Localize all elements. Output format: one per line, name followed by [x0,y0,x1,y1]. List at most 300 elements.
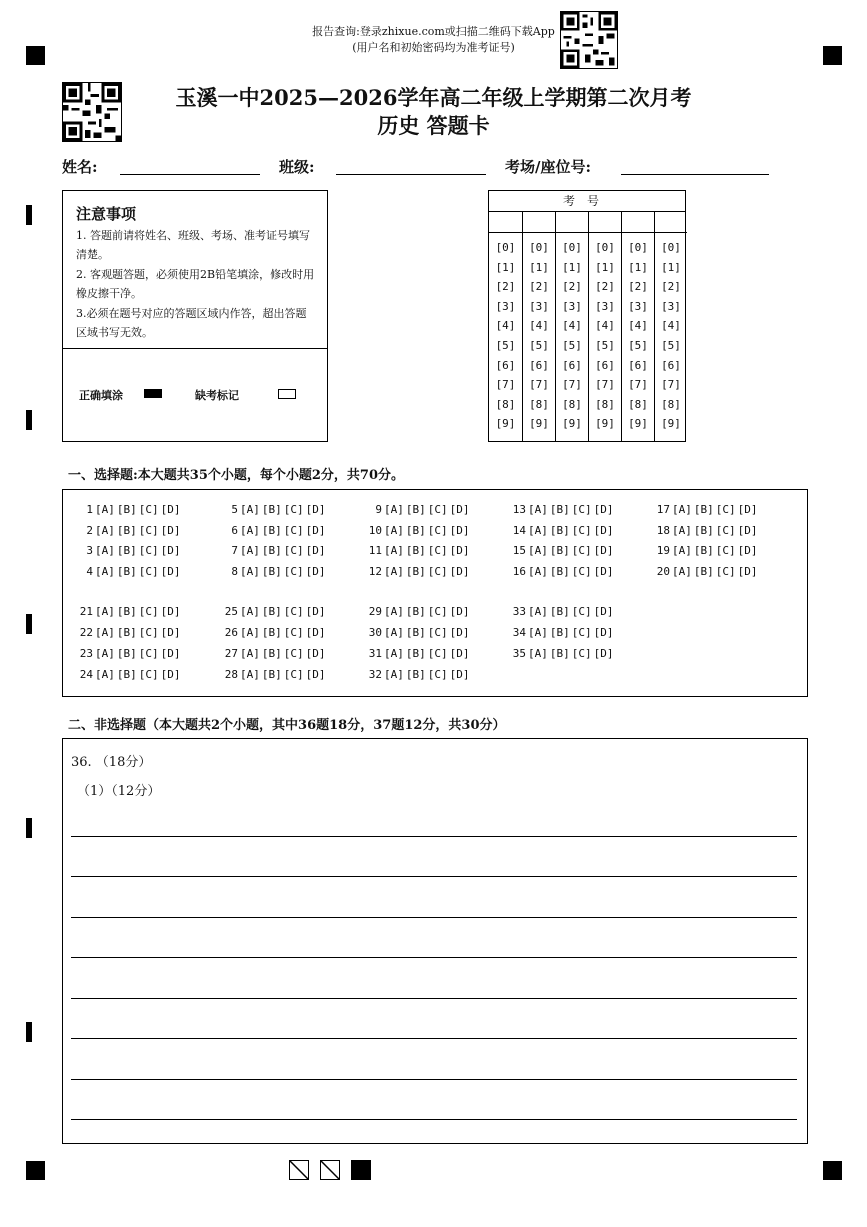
option-bubble[interactable]: [B] [549,544,570,557]
exam-digit-bubble[interactable]: [2] [529,280,549,294]
option-bubble[interactable]: [A] [528,544,548,557]
choice-question-16 [508,565,616,578]
notice-item-3: 3.必须在题号对应的答题区域内作答，超出答题区域书写无效。 [76,307,307,339]
exam-digit-bubble[interactable]: [4] [595,319,615,333]
option-bubble[interactable]: [A] [240,668,260,681]
report-query-line1: 报告查询:登录zhixue.com或扫描二维码下载App [312,25,555,38]
option-bubble[interactable]: [D] [160,626,181,639]
option-bubble[interactable]: [D] [737,503,758,516]
question-number: 12 [368,564,382,578]
exam-number-column [522,211,555,441]
option-bubble[interactable]: [B] [405,503,426,516]
option-bubble[interactable]: [D] [160,605,181,618]
option-bubble[interactable]: [C] [571,626,592,639]
choice-question-22 [75,626,183,639]
option-bubble[interactable]: [A] [528,626,548,639]
option-bubble[interactable]: [A] [672,544,692,557]
option-bubble[interactable]: [C] [427,626,448,639]
exam-digit-bubble[interactable]: [9] [562,417,582,431]
exam-digit-bubble[interactable]: [0] [562,241,582,254]
choice-answer-box [62,489,808,697]
question-number: 28 [224,668,238,681]
exam-digit-bubble[interactable]: [1] [628,260,648,274]
option-bubble[interactable]: [B] [116,544,137,557]
exam-digit-bubble[interactable]: [9] [495,417,516,431]
option-bubble[interactable]: [C] [138,523,159,537]
option-bubble[interactable]: [B] [261,544,282,557]
option-bubble[interactable]: [D] [305,523,326,537]
exam-digit-bubble[interactable]: [1] [595,260,615,274]
option-bubble[interactable]: [A] [240,544,260,557]
option-bubble[interactable]: [D] [449,626,470,639]
question-number: 13 [512,503,526,516]
option-bubble[interactable]: [C] [571,605,592,618]
option-bubble[interactable]: [B] [261,668,282,681]
choice-question-30 [364,626,472,639]
option-bubble[interactable]: [D] [593,544,614,557]
answer-line[interactable] [71,876,797,877]
option-bubble[interactable]: [D] [593,647,614,660]
question-number: 21 [79,605,93,618]
choice-question-35 [508,647,616,660]
option-bubble[interactable]: [A] [95,647,115,660]
exam-digit-bubble[interactable]: [0] [595,241,615,254]
exam-digit-bubble[interactable]: [4] [529,319,549,333]
exam-digit-bubble[interactable]: [1] [562,260,582,274]
option-bubble[interactable]: [B] [549,626,570,639]
option-bubble[interactable]: [B] [405,668,426,681]
option-bubble[interactable]: [D] [160,647,181,660]
exam-digit-bubble[interactable]: [1] [495,260,516,274]
question-number: 29 [368,605,382,618]
option-bubble[interactable]: [A] [240,523,260,537]
question-number: 8 [231,564,238,578]
question-number: 34 [512,626,526,639]
option-bubble[interactable]: [D] [160,544,181,557]
choice-question-18 [652,524,760,537]
option-bubble[interactable]: [B] [116,647,137,660]
section1-title: 一、选择题:本大题共35个小题，每个小题2分，共70分。 [68,468,405,483]
exam-digit-bubble[interactable]: [8] [628,397,648,411]
exam-digit-bubble[interactable]: [7] [495,378,516,392]
exam-number-column [555,211,588,441]
option-bubble[interactable]: [B] [116,605,137,618]
option-bubble[interactable]: [A] [95,564,115,578]
exam-digit-bubble[interactable]: [8] [595,397,615,411]
question-number: 4 [86,564,93,578]
option-bubble[interactable]: [A] [384,668,404,681]
option-bubble[interactable]: [C] [571,523,592,537]
choice-question-2 [75,524,183,537]
option-bubble[interactable]: [B] [261,605,282,618]
option-bubble[interactable]: [D] [305,647,326,660]
exam-digit-bubble[interactable]: [2] [562,280,582,294]
exam-digit-bubble[interactable]: [5] [661,339,681,352]
option-bubble[interactable]: [C] [427,668,448,681]
exam-digit-bubble[interactable]: [5] [562,339,582,352]
option-bubble[interactable]: [B] [405,626,426,639]
exam-digit-bubble[interactable]: [7] [529,378,549,392]
exam-number-column [621,211,654,441]
notice-box [62,190,328,442]
option-bubble[interactable]: [A] [95,503,115,516]
option-bubble[interactable]: [A] [384,544,404,557]
option-bubble[interactable]: [B] [405,605,426,618]
option-bubble[interactable]: [A] [95,626,115,639]
choice-question-19 [652,544,760,557]
question-number: 20 [656,564,670,578]
exam-digit-bubble[interactable]: [0] [661,241,681,254]
option-bubble[interactable]: [C] [283,668,304,681]
option-bubble[interactable]: [B] [549,647,570,660]
corner-mark-bottom-left [26,1161,45,1180]
option-bubble[interactable]: [D] [737,544,758,557]
option-bubble[interactable]: [C] [427,647,448,660]
option-bubble[interactable]: [C] [138,626,159,639]
question-number: 14 [512,523,526,537]
exam-number-write-cell[interactable] [489,211,522,233]
correct-fill-sample [144,389,162,398]
report-query-info [0,24,867,56]
choice-question-9 [364,503,472,516]
exam-digit-bubble[interactable]: [3] [661,299,681,313]
option-bubble[interactable]: [C] [571,503,592,516]
question-number: 1 [86,503,93,516]
option-bubble[interactable]: [B] [116,523,137,537]
option-bubble[interactable]: [A] [240,626,260,639]
room-seat-label: 考场/座位号: [505,158,592,176]
option-bubble[interactable]: [A] [528,523,548,537]
option-bubble[interactable]: [D] [160,668,181,681]
option-bubble[interactable]: [A] [384,564,404,578]
exam-digit-bubble[interactable]: [6] [529,358,549,372]
option-bubble[interactable]: [A] [528,503,548,516]
room-seat-field[interactable] [621,174,769,175]
exam-digit-bubble[interactable]: [4] [562,319,582,333]
exam-digit-bubble[interactable]: [7] [595,378,615,392]
option-bubble[interactable]: [B] [693,544,714,557]
exam-digit-bubble[interactable]: [2] [495,280,516,294]
choice-question-5 [220,503,328,516]
exam-digit-bubble[interactable]: [2] [628,280,648,294]
option-bubble[interactable]: [C] [715,544,736,557]
question-number: 5 [231,503,238,516]
choice-question-15 [508,544,616,557]
timing-mark [26,410,32,430]
option-bubble[interactable]: [B] [261,647,282,660]
name-label: 姓名: [62,158,98,176]
option-bubble[interactable]: [D] [449,564,470,578]
exam-digit-bubble[interactable]: [7] [628,378,648,392]
option-bubble[interactable]: [D] [305,605,326,618]
option-bubble[interactable]: [C] [283,523,304,537]
question-number: 26 [224,626,238,639]
exam-digit-bubble[interactable]: [6] [661,358,681,372]
option-bubble[interactable]: [C] [138,503,159,516]
answer-line[interactable] [71,957,797,958]
choice-question-12 [364,565,472,578]
option-bubble[interactable]: [D] [160,564,181,578]
option-bubble[interactable]: [B] [693,564,714,578]
exam-digit-bubble[interactable]: [1] [661,260,681,274]
option-bubble[interactable]: [C] [138,564,159,578]
exam-digit-bubble[interactable]: [9] [595,417,615,431]
exam-number-write-cell[interactable] [589,211,621,233]
option-bubble[interactable]: [C] [283,626,304,639]
option-bubble[interactable]: [D] [593,626,614,639]
option-bubble[interactable]: [C] [138,605,159,618]
option-bubble[interactable]: [C] [427,503,448,516]
option-bubble[interactable]: [A] [95,605,115,618]
footer-crossed-box [289,1160,309,1180]
question-number: 32 [368,668,382,681]
exam-number-write-cell[interactable] [622,211,654,233]
option-bubble[interactable]: [A] [95,668,115,681]
exam-digit-bubble[interactable]: [0] [628,241,648,254]
choice-question-3 [75,544,183,557]
option-bubble[interactable]: [C] [427,605,448,618]
exam-digit-bubble[interactable]: [6] [562,358,582,372]
option-bubble[interactable]: [A] [95,523,115,537]
option-bubble[interactable]: [B] [405,523,426,537]
choice-question-7 [220,544,328,557]
student-info-row [62,156,802,180]
option-bubble[interactable]: [C] [427,523,448,537]
option-bubble[interactable]: [D] [305,544,326,557]
option-bubble[interactable]: [C] [715,564,736,578]
option-bubble[interactable]: [B] [116,626,137,639]
option-bubble[interactable]: [A] [672,564,692,578]
exam-digit-bubble[interactable]: [5] [495,339,516,352]
option-bubble[interactable]: [B] [116,503,137,516]
option-bubble[interactable]: [C] [427,564,448,578]
option-bubble[interactable]: [C] [571,564,592,578]
exam-digit-bubble[interactable]: [1] [529,260,549,274]
option-bubble[interactable]: [D] [449,544,470,557]
option-bubble[interactable]: [D] [305,668,326,681]
choice-question-31 [364,647,472,660]
absent-mark-label: 缺考标记 [195,389,239,402]
option-bubble[interactable]: [A] [528,647,548,660]
exam-digit-bubble[interactable]: [3] [529,299,549,313]
option-bubble[interactable]: [D] [305,626,326,639]
exam-number-column [654,211,687,441]
exam-digit-bubble[interactable]: [3] [628,299,648,313]
question-number: 16 [512,564,526,578]
exam-digit-bubble[interactable]: [7] [661,378,681,392]
option-bubble[interactable]: [B] [116,668,137,681]
option-bubble[interactable]: [B] [405,647,426,660]
option-bubble[interactable]: [A] [240,503,260,516]
option-bubble[interactable]: [C] [138,647,159,660]
exam-digit-bubble[interactable]: [0] [495,241,516,254]
exam-digit-bubble[interactable]: [6] [595,358,615,372]
option-bubble[interactable]: [B] [261,523,282,537]
absent-mark-box[interactable] [278,389,296,399]
option-bubble[interactable]: [A] [672,523,692,537]
option-bubble[interactable]: [C] [715,523,736,537]
answer-line[interactable] [71,836,797,837]
option-bubble[interactable]: [C] [571,647,592,660]
exam-digit-bubble[interactable]: [4] [495,319,516,333]
exam-digit-bubble[interactable]: [2] [595,280,615,294]
option-bubble[interactable]: [D] [737,523,758,537]
option-bubble[interactable]: [D] [305,564,326,578]
option-bubble[interactable]: [D] [449,523,470,537]
option-bubble[interactable]: [A] [384,503,404,516]
question-number: 30 [368,626,382,639]
answer-line[interactable] [71,1119,797,1120]
question-number: 35 [512,647,526,660]
option-bubble[interactable]: [D] [160,523,181,537]
option-bubble[interactable]: [C] [715,503,736,516]
option-bubble[interactable]: [A] [240,564,260,578]
exam-digit-bubble[interactable]: [2] [661,280,681,294]
option-bubble[interactable]: [C] [138,668,159,681]
exam-digit-bubble[interactable]: [5] [628,339,648,352]
choice-question-29 [364,605,472,618]
timing-mark [26,205,32,225]
option-bubble[interactable]: [A] [384,647,404,660]
exam-digit-bubble[interactable]: [4] [628,319,648,333]
exam-title: 玉溪一中2025—2026学年高二年级上学期第二次月考 [175,85,692,110]
notice-divider [63,348,327,349]
option-bubble[interactable]: [B] [116,564,137,578]
question-number: 18 [656,523,670,537]
option-bubble[interactable]: [D] [449,647,470,660]
timing-mark [26,614,32,634]
answer-line[interactable] [71,1038,797,1039]
option-bubble[interactable]: [B] [549,564,570,578]
sheet-title [0,84,867,140]
q36-label: 36. （18分） [71,755,152,770]
notice-item-1: 1. 答题前请将姓名、班级、考场、准考证号填写清楚。 [76,229,310,261]
report-query-line2: (用户名和初始密码均为准考证号) [352,41,515,54]
option-bubble[interactable]: [A] [240,647,260,660]
option-bubble[interactable]: [B] [261,503,282,516]
exam-digit-bubble[interactable]: [3] [595,299,615,313]
footer-crossed-box [320,1160,340,1180]
option-bubble[interactable]: [C] [283,544,304,557]
exam-number-write-cell[interactable] [523,211,555,233]
choice-question-11 [364,544,472,557]
option-bubble[interactable]: [D] [737,564,758,578]
exam-number-write-cell[interactable] [556,211,588,233]
option-bubble[interactable]: [D] [593,564,614,578]
exam-digit-bubble[interactable]: [6] [628,358,648,372]
question-number: 6 [231,523,238,537]
answer-line[interactable] [71,1079,797,1080]
option-bubble[interactable]: [A] [384,523,404,537]
option-bubble[interactable]: [A] [240,605,260,618]
option-bubble[interactable]: [A] [528,605,548,618]
exam-digit-bubble[interactable]: [3] [495,299,516,313]
option-bubble[interactable]: [A] [528,564,548,578]
exam-digit-bubble[interactable]: [9] [661,417,681,431]
option-bubble[interactable]: [A] [384,626,404,639]
exam-digit-bubble[interactable]: [8] [529,397,549,411]
exam-digit-bubble[interactable]: [4] [661,319,681,333]
question-number: 25 [224,605,238,618]
exam-digit-bubble[interactable]: [8] [661,397,681,411]
option-bubble[interactable]: [D] [449,605,470,618]
section2-title: 二、非选择题（本大题共2个小题，其中36题18分，37题12分，共30分） [68,718,506,733]
choice-question-26 [220,626,328,639]
option-bubble[interactable]: [C] [283,647,304,660]
exam-digit-bubble[interactable]: [0] [529,241,549,254]
notice-item-2: 2. 客观题答题，必须使用2B铅笔填涂，修改时用橡皮擦干净。 [76,268,315,300]
choice-question-24 [75,668,183,681]
option-bubble[interactable]: [A] [95,544,115,557]
choice-question-23 [75,647,183,660]
answer-line[interactable] [71,998,797,999]
option-bubble[interactable]: [B] [693,503,714,516]
choice-question-10 [364,524,472,537]
option-bubble[interactable]: [B] [549,605,570,618]
question-number: 2 [86,523,93,537]
question-number: 24 [79,668,93,681]
question-number: 33 [512,605,526,618]
option-bubble[interactable]: [C] [283,564,304,578]
timing-mark [26,818,32,838]
option-bubble[interactable]: [B] [549,523,570,537]
exam-digit-bubble[interactable]: [5] [595,339,615,352]
exam-digit-bubble[interactable]: [9] [628,417,648,431]
option-bubble[interactable]: [B] [549,503,570,516]
option-bubble[interactable]: [A] [384,605,404,618]
subject-title: 历史 答题卡 [377,113,490,138]
option-bubble[interactable]: [D] [305,503,326,516]
notice-title: 注意事项 [76,205,137,223]
exam-digit-bubble[interactable]: [7] [562,378,582,392]
option-bubble[interactable]: [B] [261,626,282,639]
choice-question-25 [220,605,328,618]
option-bubble[interactable]: [C] [571,544,592,557]
option-bubble[interactable]: [A] [672,503,692,516]
option-bubble[interactable]: [B] [261,564,282,578]
answer-line[interactable] [71,917,797,918]
choice-question-6 [220,524,328,537]
option-bubble[interactable]: [D] [593,503,614,516]
option-bubble[interactable]: [D] [449,503,470,516]
option-bubble[interactable]: [B] [405,564,426,578]
option-bubble[interactable]: [C] [283,605,304,618]
choice-question-27 [220,647,328,660]
question-number: 19 [656,544,670,557]
option-bubble[interactable]: [D] [593,605,614,618]
choice-question-1 [75,503,183,516]
question-number: 10 [368,523,382,537]
option-bubble[interactable]: [D] [449,668,470,681]
option-bubble[interactable]: [C] [283,503,304,516]
exam-digit-bubble[interactable]: [6] [495,358,516,372]
exam-digit-bubble[interactable]: [5] [529,339,549,352]
option-bubble[interactable]: [D] [160,503,181,516]
q36-part1-label: （1）（12分） [77,784,161,799]
exam-number-write-cell[interactable] [655,211,687,233]
exam-digit-bubble[interactable]: [8] [562,397,582,411]
exam-digit-bubble[interactable]: [9] [529,417,549,431]
class-field[interactable] [336,174,486,175]
option-bubble[interactable]: [C] [138,544,159,557]
option-bubble[interactable]: [C] [427,544,448,557]
option-bubble[interactable]: [D] [593,523,614,537]
option-bubble[interactable]: [B] [405,544,426,557]
exam-digit-bubble[interactable]: [8] [495,397,516,411]
exam-digit-bubble[interactable]: [3] [562,299,582,313]
option-bubble[interactable]: [B] [693,523,714,537]
name-field[interactable] [120,174,260,175]
